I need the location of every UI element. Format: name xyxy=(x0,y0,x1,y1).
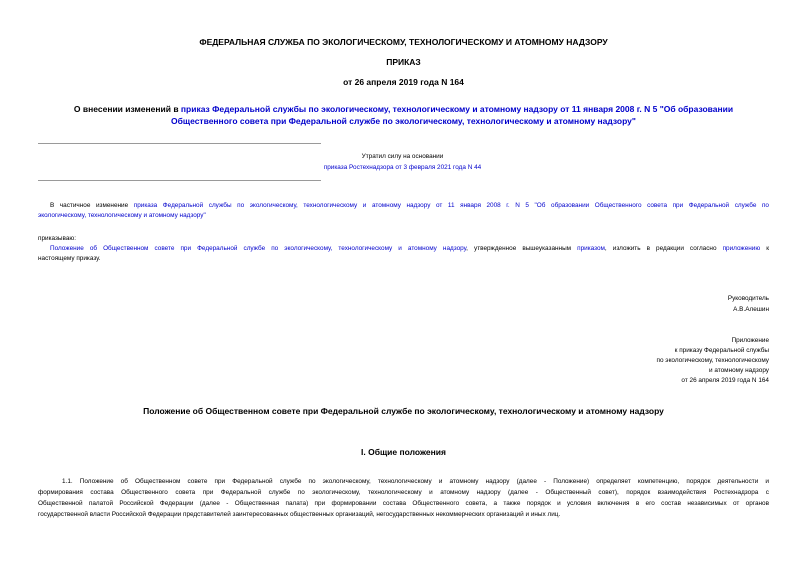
appendix-line2: к приказу Федеральной службы xyxy=(674,347,769,354)
preamble-link-part1[interactable]: приказа Федеральной службы по экологическому, технологическому и атомному надзору от 11 января 2008 г. N 5 "Об образовании Общественного совета при Федеральной службе по xyxy=(133,202,769,209)
order-ref-link[interactable]: приказом xyxy=(577,245,605,252)
order-title-link-part2[interactable]: Общественного совета при Федеральной службе по экологическому, технологическому и атомному надзору" xyxy=(171,116,636,126)
clause-1-1-line4: государственной власти Российской Федерации представителей заинтересованных общественных организаций, негосударственных некоммерческих организаций и иных лиц. xyxy=(38,511,561,518)
order-verb: приказываю: xyxy=(38,235,76,242)
doc-type-heading: ПРИКАЗ xyxy=(386,57,421,67)
preamble-line1 xyxy=(38,201,769,211)
signature-name: А.В.Алешин xyxy=(733,306,769,313)
section-title: I. Общие положения xyxy=(361,447,446,457)
order-line1 xyxy=(38,244,769,254)
appendix-line4: и атомному надзору xyxy=(709,367,769,374)
order-title-line2 xyxy=(40,115,767,127)
order-title-line1 xyxy=(40,103,767,115)
repeal-order-link[interactable]: приказа Ростехнадзора от 3 февраля 2021 года N 44 xyxy=(323,164,482,171)
clause-1-1-line2: формирования состава Общественного совета при Федеральной службе по экологическому, технологическому и атомному надзору (далее - Общественный совет), порядок взаимодействия Ростехнадзора с xyxy=(38,489,769,496)
preamble-prefix: В частичное изменение xyxy=(50,202,134,209)
divider-top xyxy=(38,143,321,144)
appendix-line3: по экологическому, технологическому xyxy=(656,357,769,364)
clause-1-1-line3: Общественной палатой Российской Федерации (далее - Общественная палата) при формировании состава Общественного совета, а также порядок и условия включения в его состав независимых от органов xyxy=(38,500,769,507)
regulation-title: Положение об Общественном совете при Федеральной службе по экологическому, технологическому и атомному надзору xyxy=(143,406,664,416)
appendix-line5: от 26 апреля 2019 года N 164 xyxy=(681,377,769,384)
order-text1: , утвержденное вышеуказанным xyxy=(466,245,578,252)
status-note-line1: Утратил силу на основании xyxy=(361,153,444,160)
order-text3: к xyxy=(760,245,769,252)
clause-1-1-line1 xyxy=(38,477,769,487)
preamble-line2 xyxy=(38,211,769,221)
divider-bottom xyxy=(38,180,321,181)
order-text2: , изложить в редакции согласно xyxy=(604,245,723,252)
status-note-line2 xyxy=(200,163,605,173)
order-line2: настоящему приказу. xyxy=(38,255,101,262)
preamble-link-part2[interactable]: экологическому, технологическому и атомному надзору" xyxy=(38,212,206,219)
order-title xyxy=(40,103,767,127)
clause-1-1-text1: 1.1. Положение об Общественном совете при Федеральной службе по экологическому, технологическому и атомному надзору (далее - Положение) определяет компетенцию, порядок деятельности и xyxy=(62,478,769,485)
agency-heading: ФЕДЕРАЛЬНАЯ СЛУЖБА ПО ЭКОЛОГИЧЕСКОМУ, ТЕХНОЛОГИЧЕСКОМУ И АТОМНОМУ НАДЗОРУ xyxy=(199,37,608,47)
appendix-line1: Приложение xyxy=(731,337,769,344)
regulation-link[interactable]: Положение об Общественном совете при Федеральной службе по экологическому, технологическому и атомному надзору xyxy=(50,245,467,252)
date-number-heading: от 26 апреля 2019 года N 164 xyxy=(343,77,464,87)
order-title-link-part1[interactable]: приказ Федеральной службы по экологическому, технологическому и атомному надзору от 11 января 2008 г. N 5 "Об образовании xyxy=(180,104,734,114)
appendix-link[interactable]: приложению xyxy=(722,245,761,252)
signature-position: Руководитель xyxy=(727,295,769,302)
order-title-prefix: О внесении изменений в xyxy=(73,104,181,114)
